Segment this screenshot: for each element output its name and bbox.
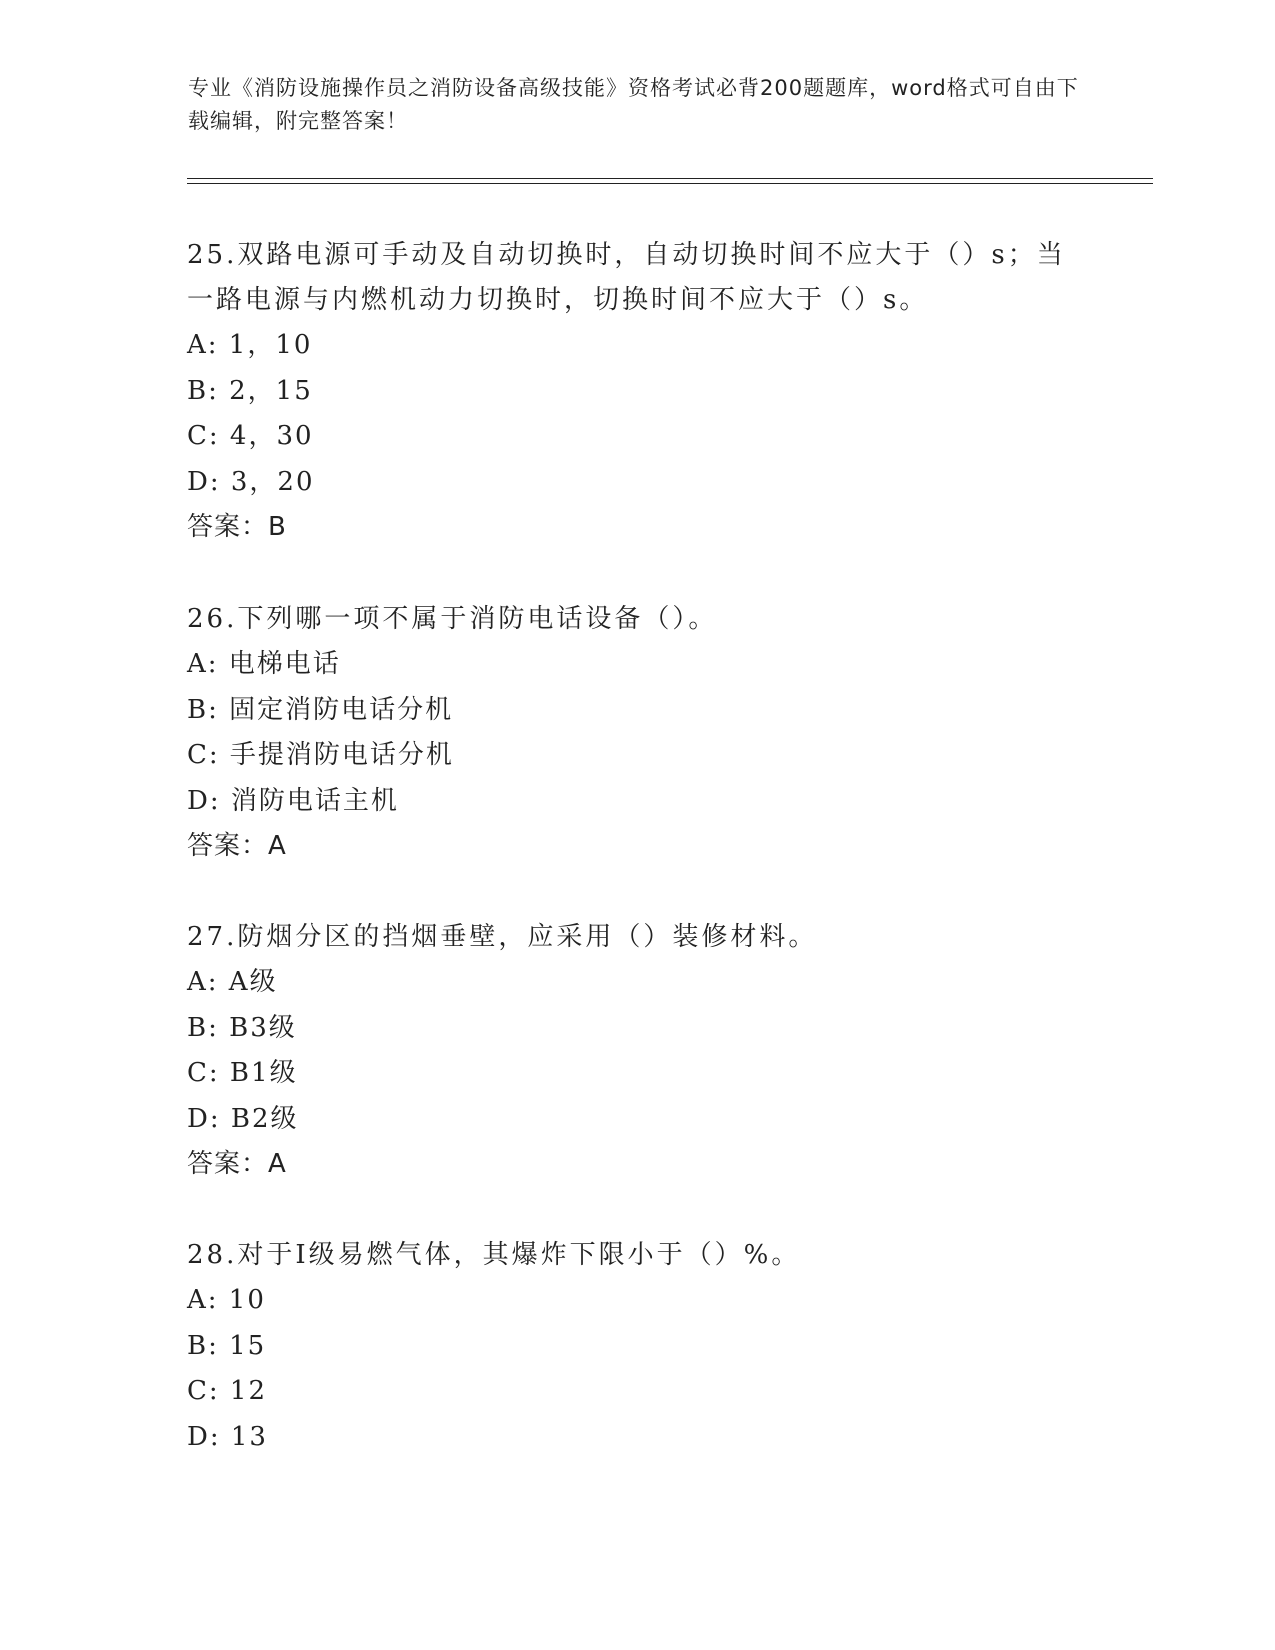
option-d: D: 消防电话主机 <box>187 785 399 816</box>
option-c: C: 12 <box>187 1376 268 1406</box>
option-a: A: 10 <box>187 1285 266 1315</box>
question-25 <box>187 233 1087 551</box>
option-d: D: B2级 <box>187 1103 299 1134</box>
option-d: D: 13 <box>187 1421 268 1452</box>
answer-line: 答案：B <box>187 512 287 542</box>
option-c: C: 4，30 <box>187 421 314 451</box>
header-divider-bottom <box>187 183 1153 184</box>
document-header: 专业《消防设施操作员之消防设备高级技能》资格考试必背200题题库，word格式可自由下载编辑，附完整答案！ <box>188 76 1079 133</box>
question-stem: 27.防烟分区的挡烟垂壁，应采用（）装修材料。 <box>187 922 818 952</box>
option-b: B: B3级 <box>187 1012 297 1043</box>
question-stem: 26.下列哪一项不属于消防电话设备（）。 <box>187 604 718 634</box>
option-a: A: A级 <box>187 967 278 997</box>
option-d: D: 3，20 <box>187 466 315 497</box>
option-b: B: 2，15 <box>187 375 313 406</box>
question-27 <box>187 915 1087 1188</box>
option-b: B: 固定消防电话分机 <box>187 694 454 725</box>
option-c: C: 手提消防电话分机 <box>187 740 454 770</box>
question-26 <box>187 597 1087 870</box>
option-a: A: 1，10 <box>187 330 313 360</box>
question-28 <box>187 1233 1087 1460</box>
answer-line: 答案：A <box>187 831 287 861</box>
answer-line: 答案：A <box>187 1149 287 1179</box>
question-stem: 28.对于Ⅰ级易燃气体，其爆炸下限小于（）%。 <box>187 1240 801 1270</box>
option-c: C: B1级 <box>187 1058 298 1088</box>
header-divider-top <box>187 178 1153 179</box>
question-stem: 25.双路电源可手动及自动切换时，自动切换时间不应大于（）s；当一路电源与内燃机动力切换时，切换时间不应大于（）s。 <box>187 240 1066 315</box>
option-a: A: 电梯电话 <box>187 649 341 679</box>
option-b: B: 15 <box>187 1330 267 1361</box>
